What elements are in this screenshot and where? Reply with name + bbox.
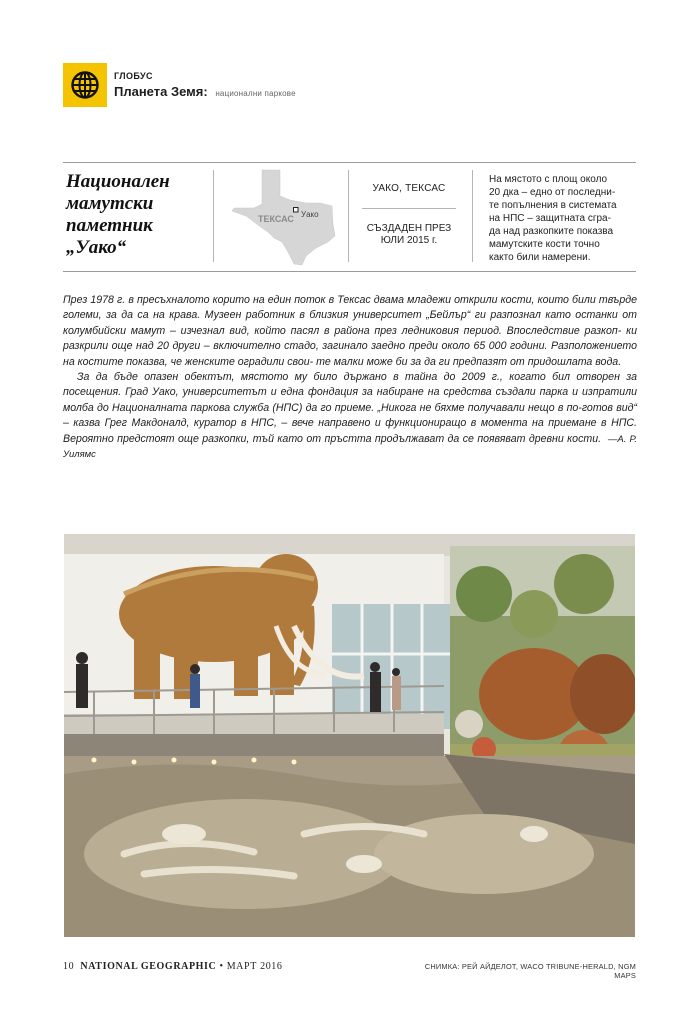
park-location: УАКО, ТЕКСАС: [372, 183, 446, 194]
park-established: [350, 223, 468, 247]
text-line: вид“ – казва Грег Макдоналд, куратор в НПС, – вече направено и функциониращо в: [63, 401, 637, 430]
page-number: 10: [63, 961, 75, 972]
text-line: момента на приемане в НПС. Вероятно предстоят още разкопки, тъй като от: [63, 417, 637, 445]
text-line: пръстта продължават да се появяват древни кости.: [324, 432, 602, 445]
section-label: ГЛОБУС: [114, 71, 153, 81]
article-signature: —А. Р. Уилямс: [63, 433, 637, 461]
text-line: За да бъде опазен обектът, мястото му било държано в тайна до 2009 г.,: [77, 371, 503, 384]
text-line: университет „Бейлър“ ги разпознал като останки от колумбийски мамут –: [63, 309, 637, 337]
infobox-top-rule: [63, 162, 636, 163]
section-title-text: Планета Земя:: [114, 84, 208, 99]
map-state-label: ТЕКСАС: [258, 214, 294, 224]
description-line: да над разкопките показва: [489, 226, 614, 237]
location-rule: [362, 208, 456, 209]
text-line: ки разкрили още над 20 други – включително стадо, загинало заедно преди около: [63, 324, 637, 353]
infobox-divider: [213, 170, 214, 262]
park-title-line: мамутски: [66, 193, 154, 214]
description-line: мамутските кости точно: [489, 239, 600, 250]
infobox-divider: [472, 170, 473, 262]
description-line: 20 дка – едно от последни-: [489, 187, 616, 198]
article-paragraph: [63, 293, 637, 370]
text-line: През 1978 г. в пресъхналото корито на един поток в Тексас двама младежи открили: [63, 294, 498, 306]
folio-separator: •: [219, 961, 224, 972]
text-line: за набиране на средства създали парка и изпратили молба до Националната: [63, 386, 638, 414]
mammoth-exhibit-photo: [64, 534, 635, 937]
park-title-line: „Уако“: [66, 237, 127, 258]
section-subtitle: национални паркове: [215, 89, 296, 98]
park-title-line: Национален: [66, 171, 170, 192]
text-line: кости, които били твърде големи, за да са на крава. Музеен работник в близкия: [63, 294, 637, 322]
globe-icon: [70, 70, 100, 100]
established-line: СЪЗДАДЕН ПРЕЗ: [366, 223, 452, 234]
issue-date: МАРТ 2016: [226, 961, 283, 972]
magazine-name: NATIONAL GEOGRAPHIC: [80, 961, 217, 972]
description-line: на НПС – защитната сгра-: [489, 213, 611, 224]
text-line: те малки може би за да ги предпазят от придошлата вода.: [316, 355, 622, 368]
established-line: ЮЛИ 2015 г.: [380, 235, 438, 246]
text-line: изчезнал вид, който пасял в района през ледниковия период. Впоследствие разкоп-: [180, 324, 622, 337]
park-description: [489, 173, 635, 264]
article-body: [63, 293, 637, 462]
photo-credit: СНИМКА: РЕЙ АЙДЕЛОТ, WACO TRIBUNE-HERALD, NGM MAPS: [424, 962, 636, 980]
map-city-label: Уако: [301, 210, 319, 219]
infobox-divider: [348, 170, 349, 262]
infobox-bottom-rule: [63, 271, 636, 272]
description-line: те попълнения в системата: [489, 200, 617, 211]
text-line: паркова служба (НПС) да го приеме. „Никога не бяхме получавали нещо в по-готов: [190, 401, 613, 414]
description-line: На мястото с площ около: [489, 174, 608, 185]
section-title: [114, 84, 296, 99]
article-paragraph: [63, 370, 637, 462]
park-title-line: паметник: [66, 215, 153, 236]
page-folio: [63, 961, 283, 972]
text-line: 65 000 години. Разположението на костите показва, че женските оградили свои-: [63, 340, 637, 368]
globe-icon-box: [63, 63, 107, 107]
park-title: [66, 171, 206, 259]
description-line: както били намерени.: [489, 252, 591, 263]
text-line: когато бил отворен за посещения. Град Уако, университетът и една фондация: [63, 371, 637, 399]
